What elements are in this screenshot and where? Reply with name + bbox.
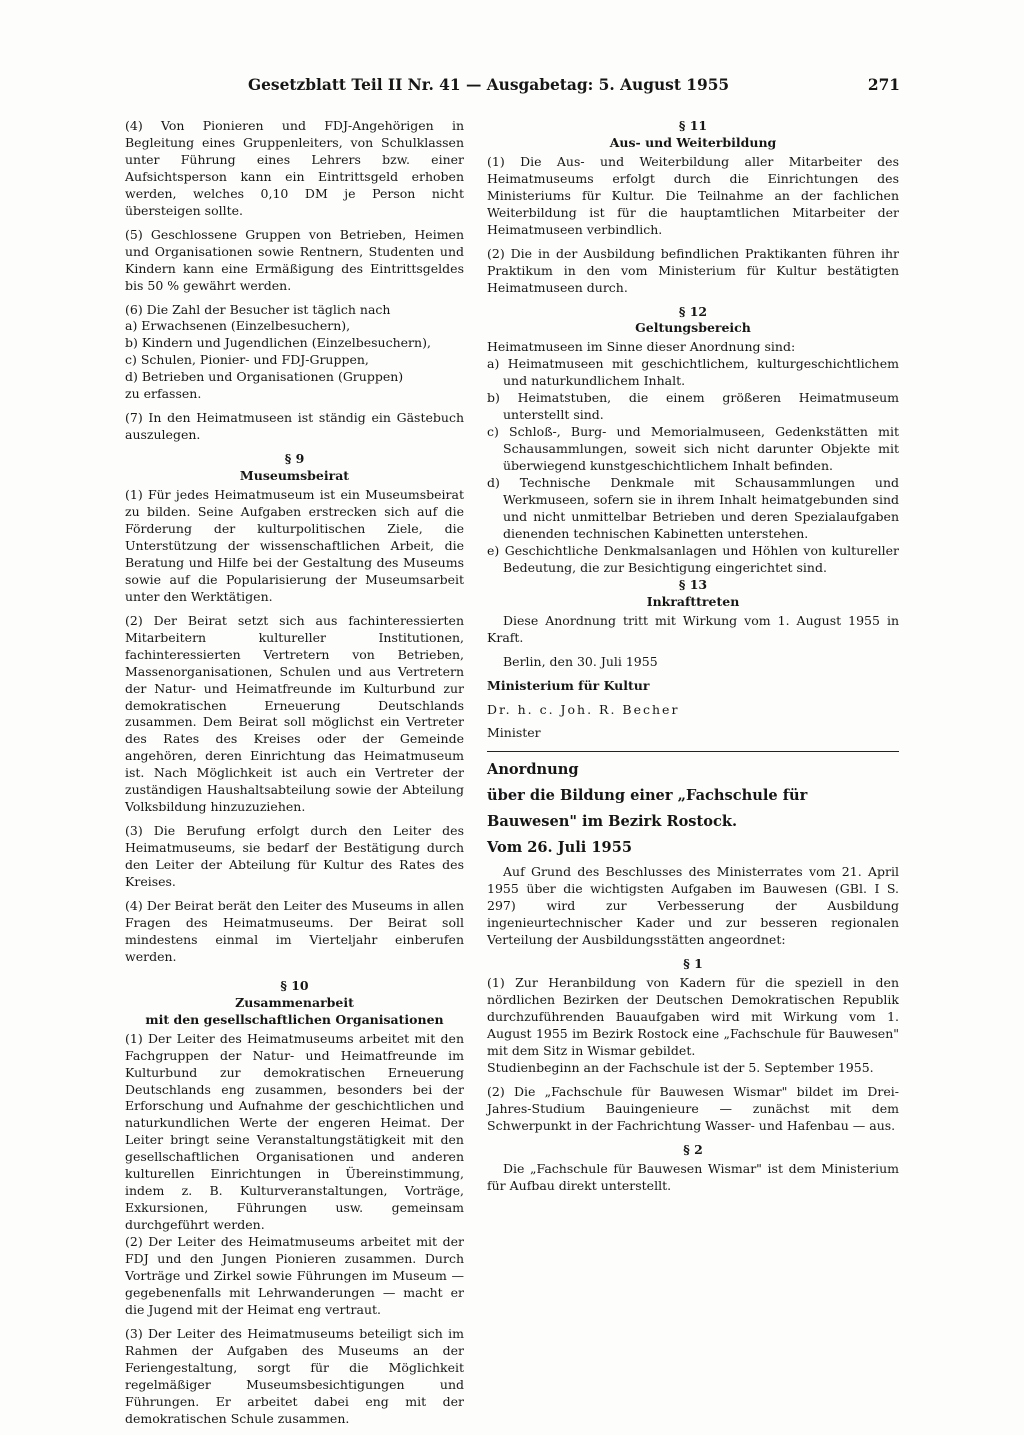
paragraph-8-6-intro: (6) Die Zahl der Besucher ist täglich nach (125, 301, 391, 317)
header-title: Gesetzblatt Teil II Nr. 41 — Ausgabetag: 5. August 1955 (248, 76, 730, 94)
ministry-name: Ministerium für Kultur (487, 677, 650, 693)
list-item-12-e: e) Geschichtliche Denkmalsanlagen und Höhlen von kultureller Bedeutung, die zur Besichtigung eingerichtet sind. (487, 542, 899, 575)
paragraph-2: Die „Fachschule für Bauwesen Wismar" ist dem Ministerium für Aufbau direkt unterstellt. (487, 1160, 899, 1193)
page-number: 271 (867, 76, 900, 94)
ordinance-date: Vom 26. Juli 1955 (487, 839, 633, 857)
paragraph-8-7: (7) In den Heimatmuseen ist ständig ein Gästebuch auszulegen. (125, 410, 464, 443)
section-9-title: Museumsbeirat (239, 468, 350, 484)
paragraph-9-1: (1) Für jedes Heimatmuseum ist ein Museumsbeirat zu bilden. Seine Aufgaben erstrecken sich auf die Förderung der kulturpolitischen Ziele, die Unterstützung der wissenschaftlichen Arbeit, die Beratung und Hilfe bei der Gestaltung des Museums sowie auf die Popularisierung der Museumsarbeit unter den Werktätigen. (125, 487, 464, 604)
right-column (487, 118, 899, 1202)
paragraph-8-4: (4) Von Pionieren und FDJ-Angehörigen in Begleitung eines Gruppenleiters, von Schulklassen unter Führung eines Lehrers bzw. einer Aufsichtsperson kann ein Eintrittsgeld erhoben werden, welches 0,10 DM je Person nicht übersteigen sollte. (125, 118, 464, 218)
list-item-12-c: c) Schloß-, Burg- und Memorialmuseen, Gedenkstätten mit Schausammlungen, soweit sich nicht darunter Objekte mit überwiegend kunstgeschichtlichem Inhalt befinden. (487, 424, 899, 474)
list-item-b: b) Kindern und Jugendlichen (Einzelbesuchern), (125, 335, 431, 351)
ordinance-title-1: Anordnung (487, 761, 579, 779)
section-1-number: § 1 (683, 956, 703, 972)
ordinance-intro: Auf Grund des Beschlusses des Ministerrates vom 21. April 1955 über die wichtigsten Aufgaben im Bauwesen (GBl. I S. 297) wird zur Verbesserung der Ausbildung ingenieurtechnischer Kader und zur besseren regionalen Verteilung der Ausbildungsstätten angeordnet: (487, 864, 899, 948)
signatory-name: Dr. h. c. Joh. R. Becher (487, 701, 680, 717)
list-item-a: a) Erwachsenen (Einzelbesuchern), (125, 318, 351, 334)
paragraph-1-2: (2) Die „Fachschule für Bauwesen Wismar" bildet im Drei-Jahres-Studium Bauingenieure — zunächst mit dem Schwerpunkt in der Fachrichtung Wasser- und Hafenbau — aus. (487, 1083, 899, 1133)
list-item-c: c) Schulen, Pionier- und FDJ-Gruppen, (125, 352, 369, 368)
list-item-d: d) Betrieben und Organisationen (Gruppen) (125, 369, 404, 385)
paragraph-10-3: (3) Der Leiter des Heimatmuseums beteiligt sich im Rahmen der Aufgaben des Museums an der Feriengestaltung, sorgt für die Möglichkeit regelmäßiger Museumsbesichtigungen und Führungen. Er arbeitet dabei eng mit der demokratischen Schule zusammen. (125, 1325, 464, 1426)
paragraph-9-4: (4) Der Beirat berät den Leiter des Museums in allen Fragen des Heimatmuseums. Der Beirat soll mindestens einmal im Vierteljahr einberufen werden. (125, 897, 464, 964)
study-start: Studienbeginn an der Fachschule ist der 5. September 1955. (487, 1059, 874, 1075)
section-13-number: § 13 (678, 576, 708, 592)
paragraph-11-2: (2) Die in der Ausbildung befindlichen Praktikanten führen ihr Praktikum in den vom Ministerium für Kultur bestätigten Heimatmuseen durch. (487, 245, 899, 295)
section-12-number: § 12 (678, 303, 708, 319)
paragraph-10-2: (2) Der Leiter des Heimatmuseums arbeitet mit der FDJ und den Jungen Pionieren zusammen. Durch Vorträge und Zirkel sowie Führungen im Museum — gegebenenfalls mit Lehrwanderungen — macht er die Jugend mit der Heimat eng vertraut. (125, 1234, 464, 1317)
ordinance-title-2: über die Bildung einer „Fachschule für (487, 787, 808, 805)
paragraph-9-3: (3) Die Berufung erfolgt durch den Leiter des Heimatmuseums, sie bedarf der Bestätigung durch den Leiter der Abteilung für Kultur des Rates des Kreises. (125, 823, 464, 890)
section-10-title-2: mit den gesellschaftlichen Organisationen (145, 1011, 444, 1027)
paragraph-10-1: (1) Der Leiter des Heimatmuseums arbeitet mit den Fachgruppen der Natur- und Heimatfreunde im Kulturbund zur demokratischen Erneuerung Deutschlands eng zusammen, besonders bei der Erforschung und Aufnahme der geschichtlichen und naturkundlichen Werte der engeren Heimat. Der Leiter bringt seine Veranstaltungstätigkeit mit den gesellschaftlichen Organisationen und anderen kulturellen Einrichtungen in Übereinstimmung, indem z. B. Kulturveranstaltungen, Vorträge, Exkursionen, Führungen usw. gemeinsam durchgeführt werden. (125, 1030, 464, 1233)
list-item-12-d: d) Technische Denkmale mit Schausammlungen und Werkmuseen, sofern sie in ihrem Inhalt heimatgebunden sind und nicht unmittelbar Betrieben und deren Spezialaufgaben dienenden technischen Kabinetten unterstehen. (487, 475, 899, 541)
section-11-title: Aus- und Weiterbildung (609, 134, 777, 150)
section-10-title-1: Zusammenarbeit (235, 994, 354, 1010)
paragraph-1-1: (1) Zur Heranbildung von Kadern für die speziell in den nördlichen Bezirken der Deutschen Demokratischen Republik durchzuführenden Bauaufgaben wird mit Wirkung vom 1. August 1955 im Bezirk Rostock eine „Fachschule für Bauwesen" mit dem Sitz in Wismar gebildet. (487, 975, 899, 1058)
list-item-12-a: a) Heimatmuseen mit geschichtlichem, kulturgeschichtlichem und naturkundlichem Inhalt. (487, 356, 899, 389)
paragraph-8-6-end: zu erfassen. (125, 386, 202, 402)
paragraph-11-1: (1) Die Aus- und Weiterbildung aller Mitarbeiter des Heimatmuseums erfolgt durch die Einrichtungen des Ministeriums für Kultur. Die Teilnahme an der fachlichen Weiterbildung ist für die hauptamtlichen Mitarbeiter der Heimatmuseen verbindlich. (487, 153, 899, 237)
section-13-title: Inkrafttreten (646, 593, 740, 609)
section-9-number: § 9 (284, 451, 305, 467)
ordinance-title-3: Bauwesen" im Bezirk Rostock. (487, 813, 738, 831)
section-11-number: § 11 (678, 118, 708, 133)
signatory-role: Minister (487, 725, 541, 741)
section-12-title: Geltungsbereich (635, 320, 751, 336)
section-divider (487, 751, 899, 752)
list-item-12-b: b) Heimatstuben, die einem größeren Heimatmuseum unterstellt sind. (487, 390, 899, 423)
paragraph-9-2: (2) Der Beirat setzt sich aus fachinteressierten Mitarbeitern kultureller Institutionen, fachinteressierten Vertretern von Betrieben, Massenorganisationen, Schulen und aus Vertretern der Natur- und Heimatfreunde im Kulturbund zur demokratischen Erneuerung Deutschlands zusammen. Dem Beirat soll möglichst ein Vertreter des Rates des Kreises oder der Gemeinde angehören, deren Einrichtung das Heimatmuseum ist. Nach Möglichkeit ist auch ein Vertreter der zuständigen Haushaltsabteilung sowie der Abteilung Volksbildung hinzuzuziehen. (125, 612, 464, 815)
place-date: Berlin, den 30. Juli 1955 (503, 653, 658, 669)
section-12-intro: Heimatmuseen im Sinne dieser Anordnung sind: (487, 339, 796, 355)
left-column (125, 118, 464, 1435)
running-header (240, 76, 900, 100)
section-2-number: § 2 (683, 1141, 703, 1157)
section-10-number: § 10 (280, 977, 309, 993)
paragraph-13: Diese Anordnung tritt mit Wirkung vom 1. August 1955 in Kraft. (487, 612, 899, 645)
paragraph-8-5: (5) Geschlossene Gruppen von Betrieben, Heimen und Organisationen sowie Rentnern, Studenten und Kindern kann eine Ermäßigung des Eintrittsgeldes bis 50 % gewährt werden. (125, 226, 464, 293)
